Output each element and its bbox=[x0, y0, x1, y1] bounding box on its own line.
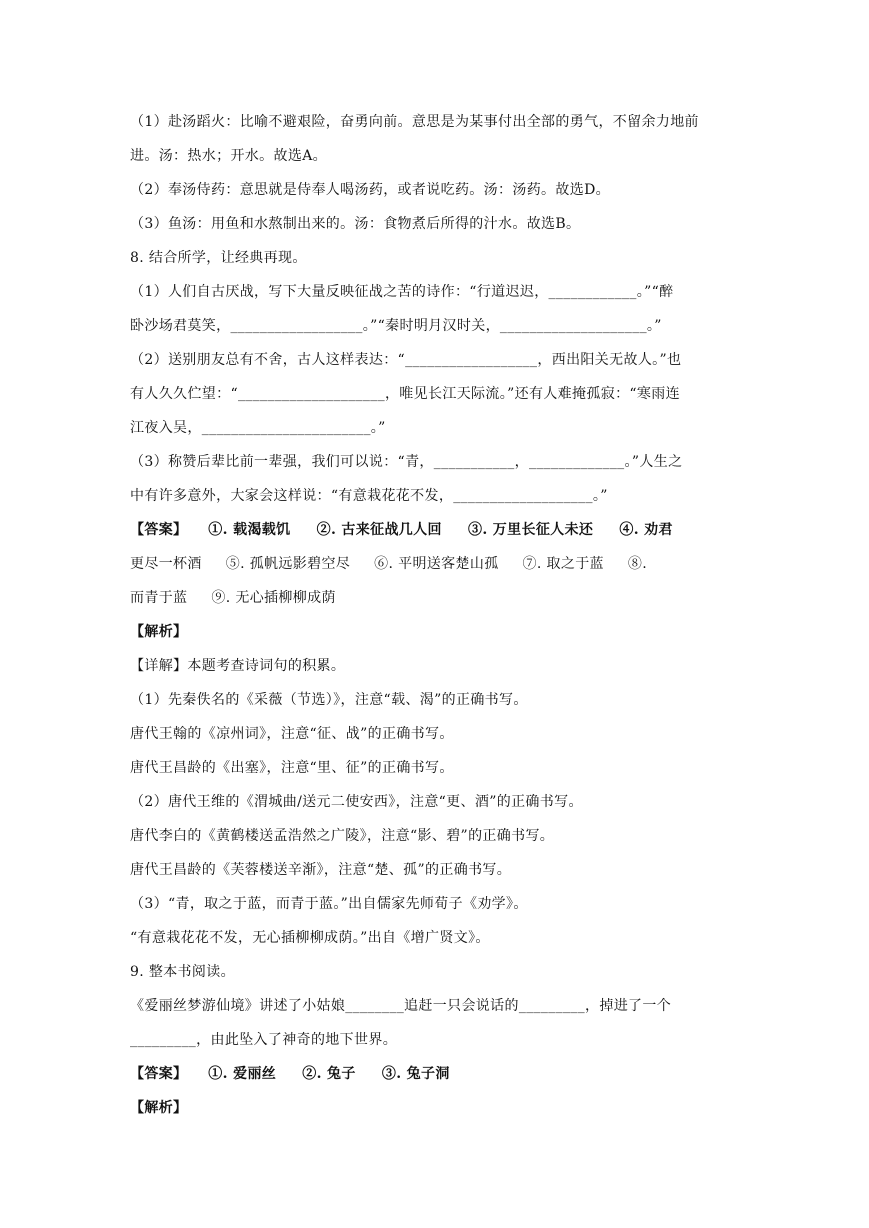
text-line: 中有许多意外，大家会这样说：“有意栽花花不发，___________________。” bbox=[130, 488, 608, 504]
analysis-heading: 【解析】 bbox=[130, 624, 188, 640]
text-line: （3）“青，取之于蓝，而青于蓝。”出自儒家先师荀子《劝学》。 bbox=[130, 896, 528, 912]
text-line: 卧沙场君莫笑，__________________。”“秦时明月汉时关，____________________。” bbox=[130, 318, 662, 334]
text-line: （3）称赞后辈比前一辈强，我们可以说：“青，___________，_____________。”人生之 bbox=[130, 454, 683, 470]
text-line: “有意栽花花不发，无心插柳柳成荫。”出自《增广贤文》。 bbox=[130, 930, 490, 946]
text-line: 唐代王翰的《凉州词》，注意“征、战”的正确书写。 bbox=[130, 726, 454, 742]
text-line: （2）奉汤侍药：意思就是侍奉人喝汤药，或者说吃药。汤：汤药。故选D。 bbox=[130, 182, 611, 198]
text-line: 【详解】本题考查诗词句的积累。 bbox=[130, 658, 346, 674]
answer-line: 更尽一杯酒 ⑤. 孤帆远影碧空尽 ⑥. 平明送客楚山孤 ⑦. 取之于蓝 ⑧. bbox=[130, 556, 648, 572]
question-heading: 8. 结合所学，让经典再现。 bbox=[130, 250, 307, 266]
analysis-heading: 【解析】 bbox=[130, 1100, 188, 1116]
question-heading: 9. 整本书阅读。 bbox=[130, 964, 235, 980]
text-line: （3）鱼汤：用鱼和水熬制出来的。汤：食物煮后所得的汁水。故选B。 bbox=[130, 216, 581, 232]
text-line: 进。汤：热水；开水。故选A。 bbox=[130, 148, 328, 164]
text-line: 有人久久伫望：“____________________，唯见长江天际流。”还有人难掩孤寂：“寒雨连 bbox=[130, 386, 680, 402]
text-line: 唐代李白的《黄鹤楼送孟浩然之广陵》，注意“影、碧”的正确书写。 bbox=[130, 828, 555, 844]
text-line: （1）赴汤蹈火：比喻不避艰险，奋勇向前。意思是为某事付出全部的勇气，不留余力地前 bbox=[130, 114, 699, 130]
text-line: （1）人们自古厌战，写下大量反映征战之苦的诗作：“行道迟迟，____________。”“醉 bbox=[130, 284, 674, 300]
answer-line: 而青于蓝 ⑨. 无心插柳柳成荫 bbox=[130, 590, 336, 606]
answer-line: 【答案】 ①. 爱丽丝 ②. 兔子 ③. 兔子洞 bbox=[130, 1066, 450, 1082]
text-line: 《爱丽丝梦游仙境》讲述了小姑娘________追赶一只会说话的_________，掉进了一个 bbox=[130, 998, 672, 1014]
answer-line: 【答案】 ①. 载渴载饥 ②. 古来征战几人回 ③. 万里长征人未还 ④. 劝君 bbox=[130, 522, 673, 538]
text-line: 唐代王昌龄的《出塞》，注意“里、征”的正确书写。 bbox=[130, 760, 454, 776]
text-line: 唐代王昌龄的《芙蓉楼送辛渐》，注意“楚、孤”的正确书写。 bbox=[130, 862, 512, 878]
text-line: （2）唐代王维的《渭城曲/送元二使安西》，注意“更、酒”的正确书写。 bbox=[130, 794, 583, 810]
text-line: （1）先秦佚名的《采薇（节选）》，注意“载、渴”的正确书写。 bbox=[130, 692, 528, 708]
text-line: _________，由此坠入了神奇的地下世界。 bbox=[130, 1032, 398, 1048]
text-line: （2）送别朋友总有不舍，古人这样表达：“__________________，西出阳关无故人。”也 bbox=[130, 352, 682, 368]
text-line: 江夜入吴，_______________________。” bbox=[130, 420, 386, 436]
